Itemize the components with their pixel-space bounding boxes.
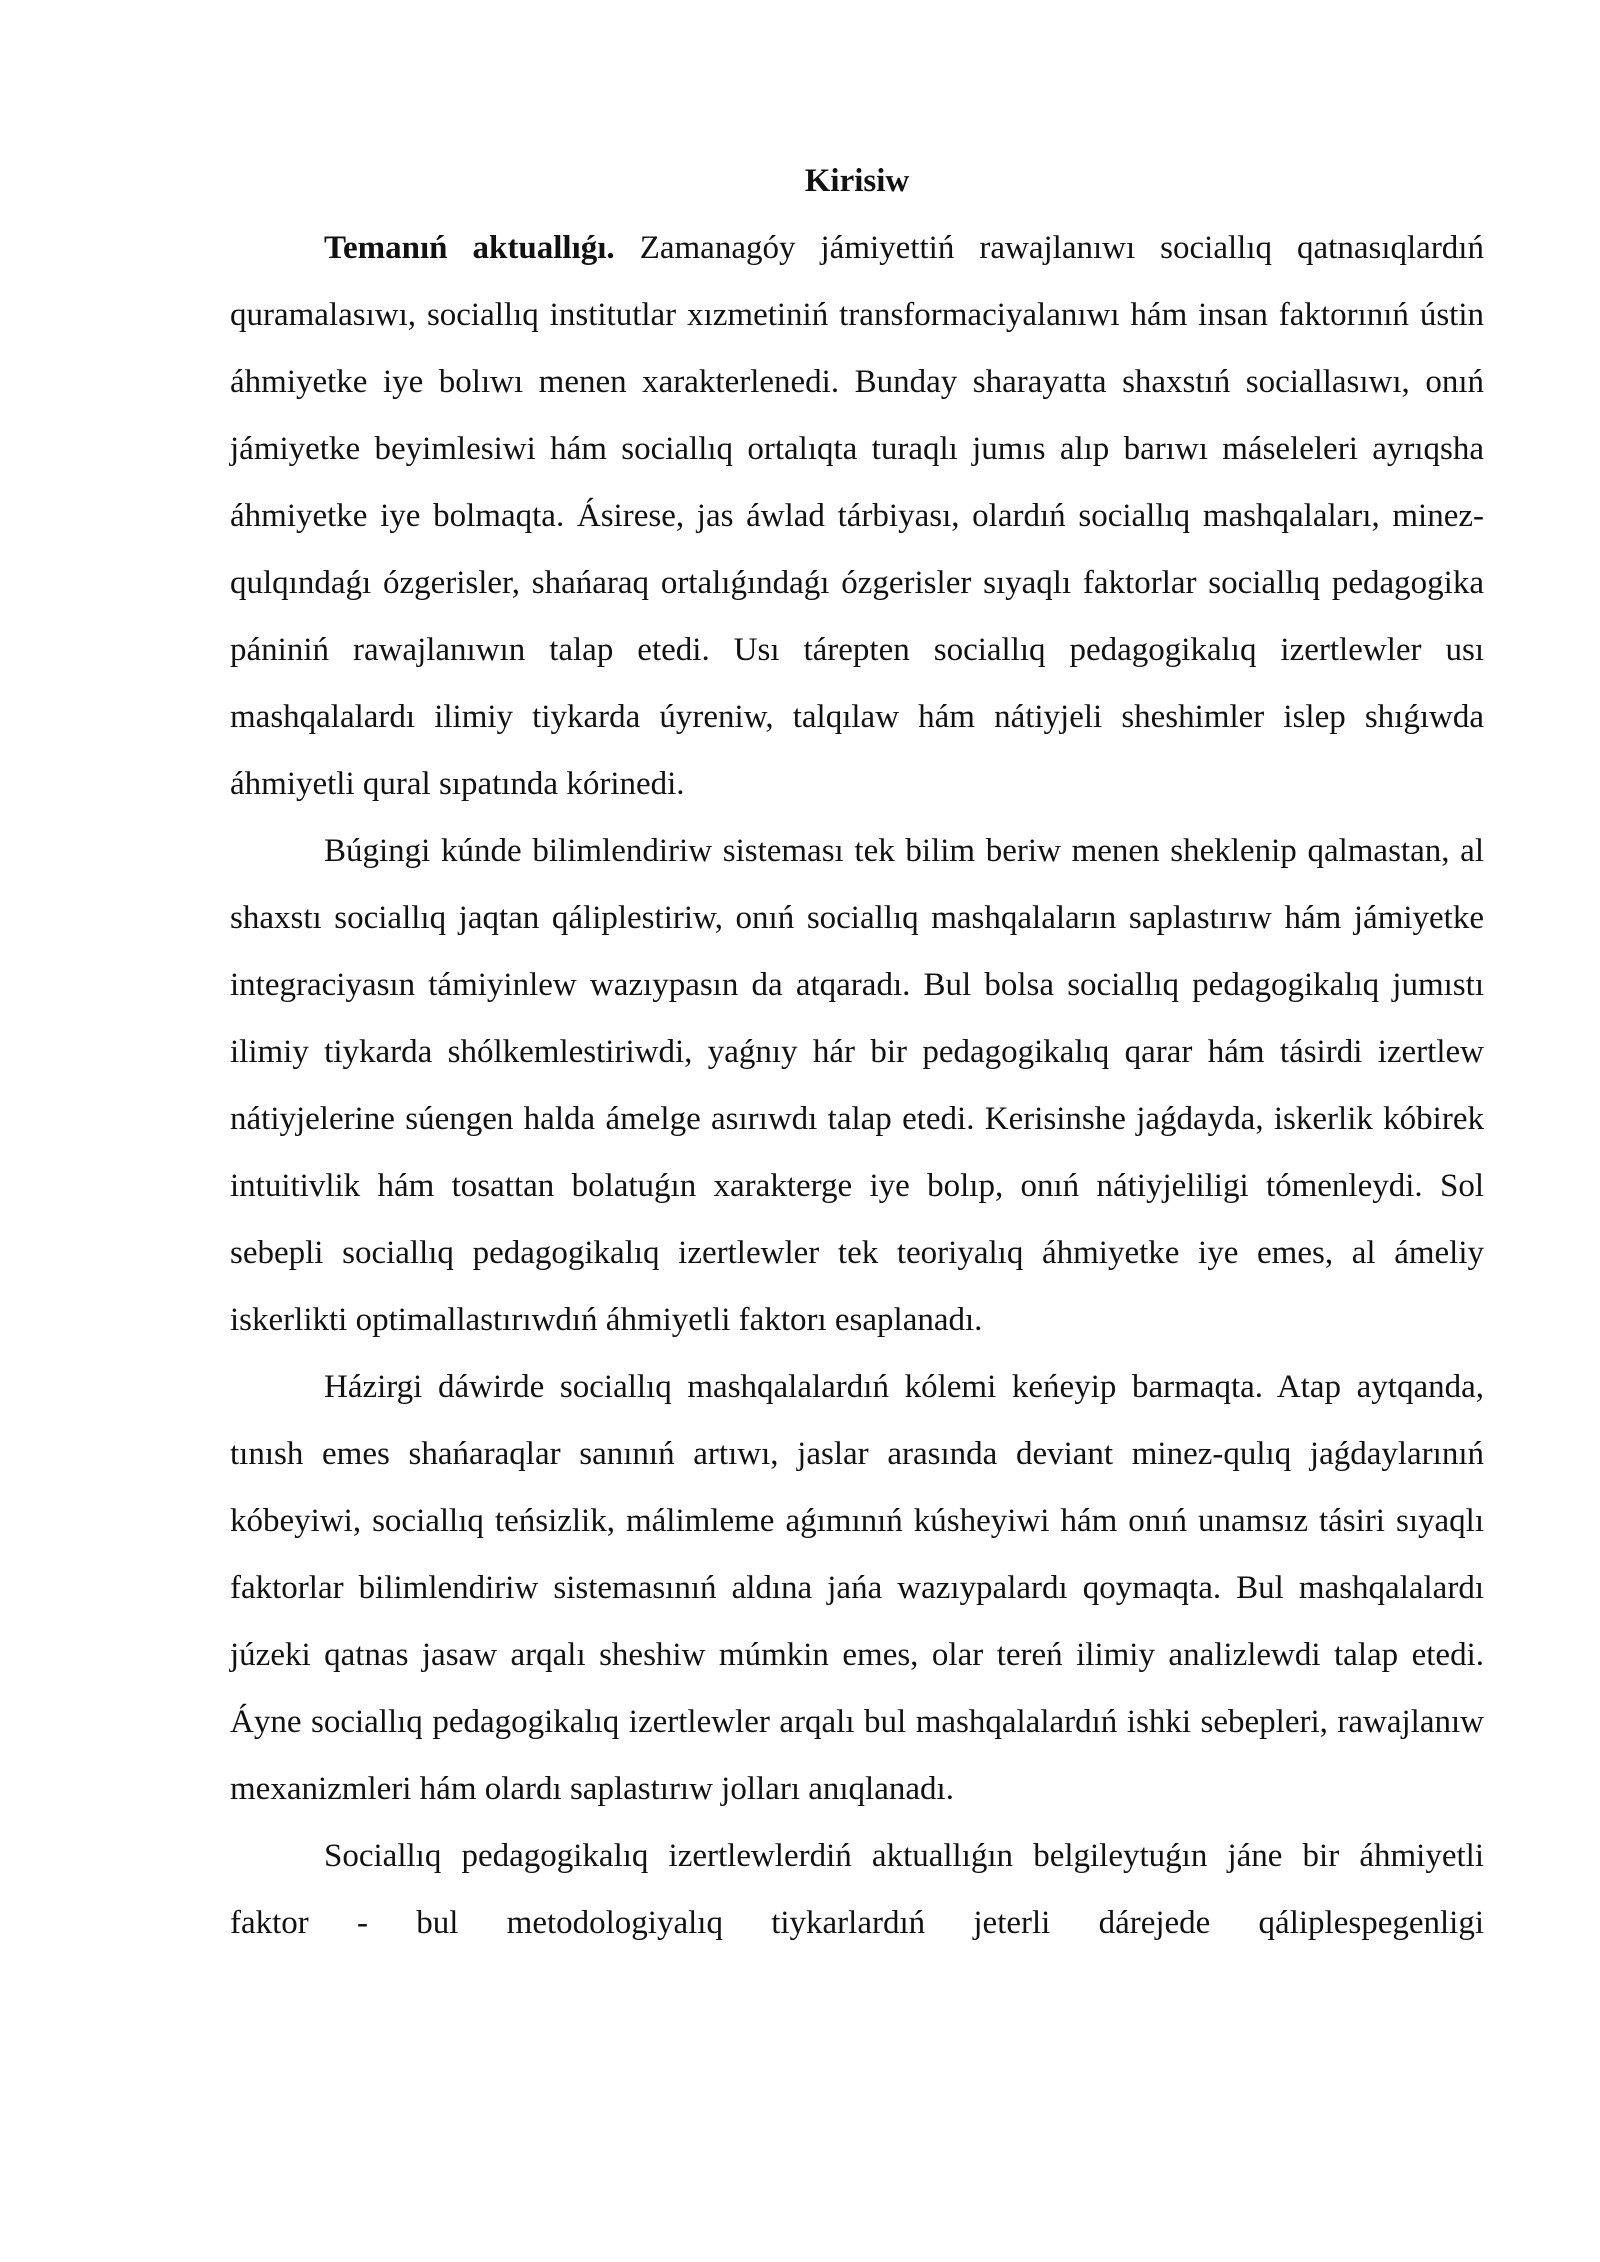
document-title: Kirisiw xyxy=(804,163,910,199)
paragraph-methodology xyxy=(230,1823,1484,1957)
paragraph-social-problems xyxy=(230,1354,1484,1823)
paragraph-text: Búgingi kúnde bilimlendiriw sisteması tek bilim beriw menen sheklenip qalmastan, al shaxstı sociallıq jaqtan qáliplestiriw, onıń sociallıq mashqalaların saplastırıw hám jámiyetke integraciyasın támiyinlew wazıypasın da atqaradı. Bul bolsa sociallıq pedagogikalıq jumıstı ilimiy tiykarda shólkemlestiriwdi, yaǵnıy hár bir pedagogikalıq qarar hám tásirdi izertlew nátiyjelerine súengen halda ámelge asırıwdı talap etedi. Kerisinshe jaǵdayda, iskerlik kóbirek intuitivlik hám tosattan bolatuǵın xarakterge iye bolıp, onıń nátiyjeliligi tómenleydi. Sol sebepli sociallıq pedagogikalıq izertlewler tek teoriyalıq áhmiyetke iye emes, al ámeliy iskerlikti optimallastırıwdıń áhmiyetli faktorı esaplanadı. xyxy=(230,833,1484,1338)
paragraph-relevance xyxy=(230,215,1484,818)
paragraph-text: Zamanagóy jámiyettiń rawajlanıwı sociallıq qatnasıqlardıń quramalasıwı, sociallıq institutlar xızmetiniń transformaciyalanıwı hám insan faktorınıń ústin áhmiyetke iye bolıwı menen xarakterlenedi. Bunday sharayatta shaxstıń sociallasıwı, onıń jámiyetke beyimlesiwi hám sociallıq ortalıqta turaqlı jumıs alıp barıwı máseleleri ayrıqsha áhmiyetke iye bolmaqta. Ásirese, jas áwlad tárbiyası, olardıń sociallıq mashqalaları, minez-qulqındaǵı ózgerisler, shańaraq ortalıǵındaǵı ózgerisler sıyaqlı faktorlar sociallıq pedagogika pániniń rawajlanıwın talap etedi. Usı tárepten sociallıq pedagogikalıq izertlewler usı mashqalalardı ilimiy tiykarda úyreniw, talqılaw hám nátiyjeli sheshimler islep shıǵıwda áhmiyetli qural sıpatında kórinedi. xyxy=(230,230,1484,802)
paragraph-text: Sociallıq pedagogikalıq izertlewlerdiń aktuallıǵın belgileytuǵın jáne bir áhmiyetli faktor - bul metodologiyalıq tiykarlardıń jeterli dárejede qáliplespegenligi xyxy=(230,1838,1484,1941)
paragraph-education-system xyxy=(230,818,1484,1354)
paragraph-text: Házirgi dáwirde sociallıq mashqalalardıń kólemi keńeyip barmaqta. Atap aytqanda, tınısh emes shańaraqlar sanınıń artıwı, jaslar arasında deviant minez-qulıq jaǵdaylarınıń kóbeyiwi, sociallıq teńsizlik, málimleme aǵımınıń kúsheyiwi hám onıń unamsız tásiri sıyaqlı faktorlar bilimlendiriw sistemasınıń aldına jańa wazıypalardı qoymaqta. Bul mashqalalardı júzeki qatnas jasaw arqalı sheshiw múmkin emes, olar tereń ilimiy analizlewdi talap etedi. Áyne sociallıq pedagogikalıq izertlewler arqalı bul mashqalalardıń ishki sebepleri, rawajlanıw mexanizmleri hám olardı saplastırıw jolları anıqlanadı. xyxy=(230,1369,1484,1807)
paragraph-lead-heading: Temanıń aktuallıǵı. xyxy=(324,230,615,266)
document-page xyxy=(230,148,1484,1957)
